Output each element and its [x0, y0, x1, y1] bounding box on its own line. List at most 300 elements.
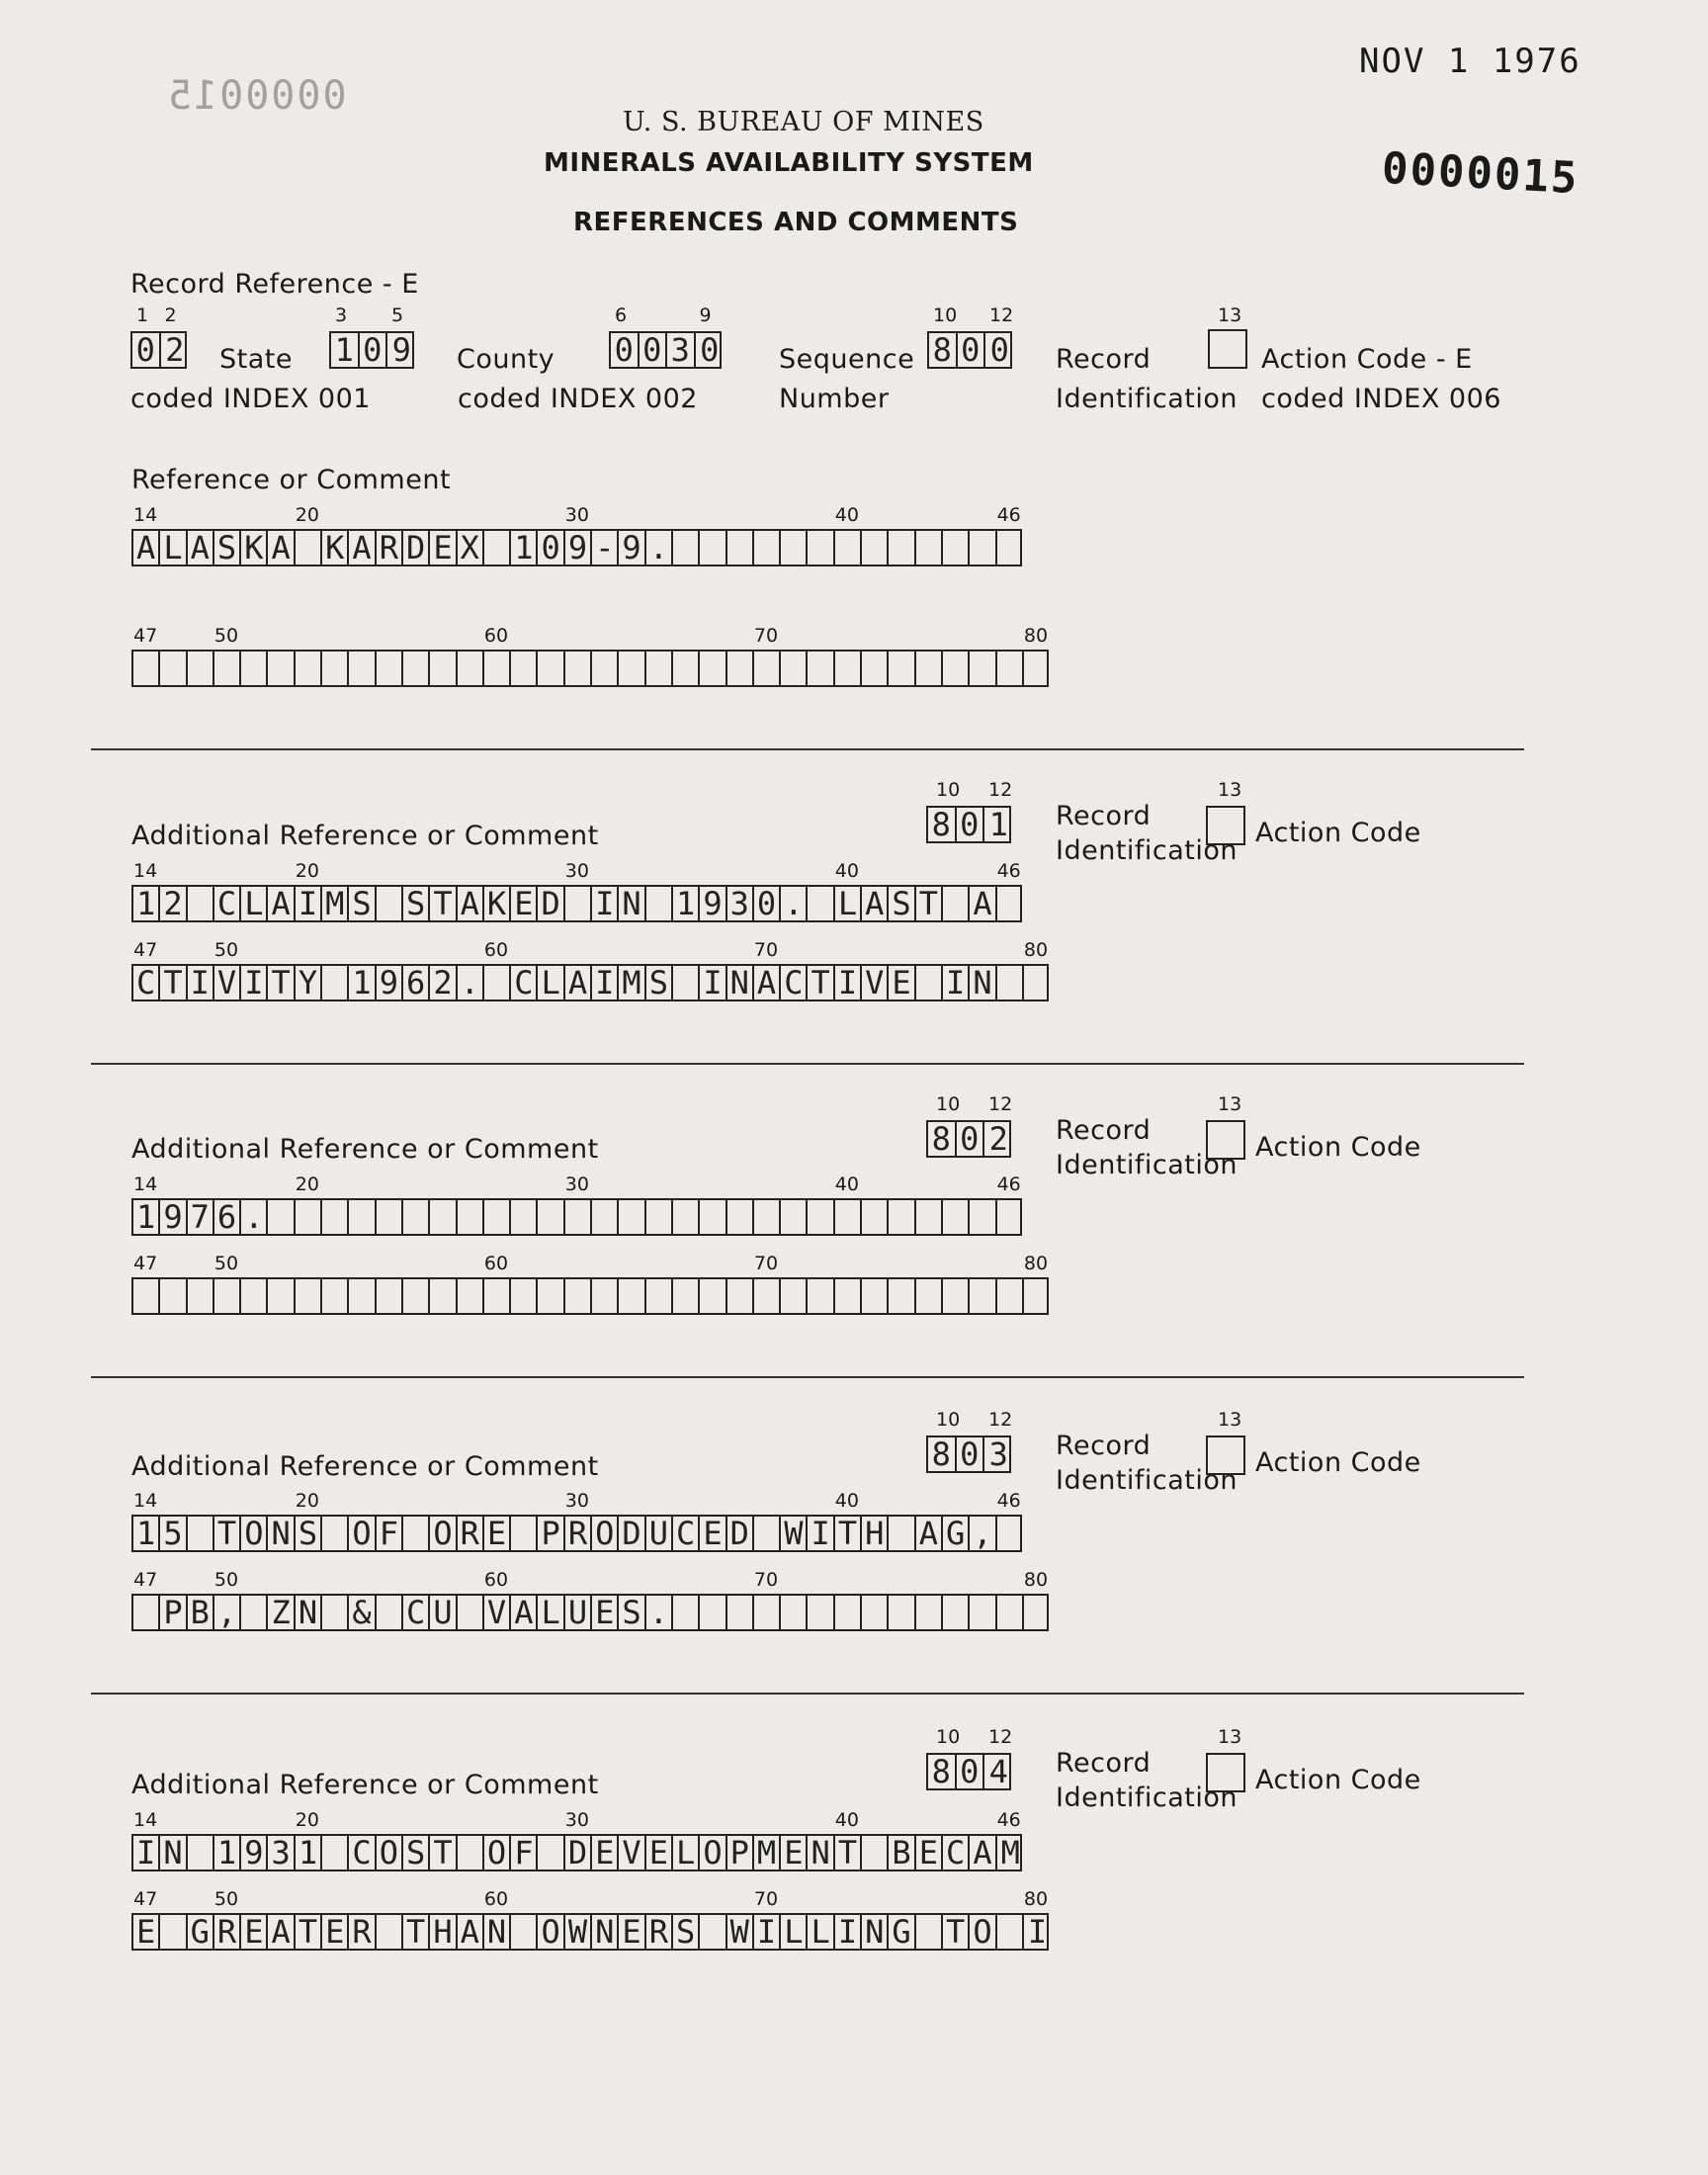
char-cell[interactable]: F — [511, 1836, 538, 1870]
char-cell[interactable]: 2 — [160, 887, 187, 920]
char-cell[interactable] — [997, 531, 1024, 565]
char-cell[interactable]: E — [484, 1517, 511, 1550]
char-cell[interactable] — [970, 1279, 996, 1313]
char-cell[interactable]: 1 — [331, 333, 360, 367]
char-cell[interactable] — [943, 652, 970, 685]
char-cell[interactable]: E — [700, 1517, 726, 1550]
char-cell[interactable] — [673, 1200, 700, 1234]
char-cell[interactable] — [458, 652, 484, 685]
char-cell[interactable]: C — [403, 1596, 430, 1629]
char-cell[interactable] — [484, 1279, 511, 1313]
char-cell[interactable] — [997, 1279, 1024, 1313]
char-cell[interactable] — [700, 531, 726, 565]
char-cell[interactable]: H — [862, 1517, 889, 1550]
char-cell[interactable]: 9 — [391, 331, 411, 369]
record-id-field[interactable] — [926, 1753, 1011, 1790]
char-cell[interactable]: I — [296, 887, 322, 920]
char-cell[interactable] — [458, 1279, 484, 1313]
char-cell[interactable] — [322, 1200, 349, 1234]
char-cell[interactable]: F — [377, 1517, 403, 1550]
char-cell[interactable] — [809, 531, 835, 565]
char-cell[interactable] — [943, 1200, 970, 1234]
char-cell[interactable] — [916, 1200, 943, 1234]
char-cell[interactable]: A — [188, 531, 214, 565]
char-cell[interactable] — [700, 1200, 726, 1234]
char-cell[interactable]: S — [889, 887, 915, 920]
char-cell[interactable]: M — [322, 887, 349, 920]
char-cell[interactable]: B — [188, 1596, 214, 1629]
comment-line-2[interactable] — [131, 964, 1049, 1001]
char-cell[interactable] — [727, 1596, 754, 1629]
char-cell[interactable] — [322, 1596, 349, 1629]
char-cell[interactable]: I — [835, 1915, 862, 1949]
char-cell[interactable]: E — [133, 1915, 160, 1949]
char-cell[interactable] — [322, 652, 349, 685]
char-cell[interactable]: . — [241, 1200, 268, 1234]
char-cell[interactable] — [700, 1596, 726, 1629]
comment-line-2[interactable] — [131, 1277, 1049, 1315]
char-cell[interactable] — [565, 1279, 592, 1313]
char-cell[interactable]: M — [754, 1836, 781, 1870]
char-cell[interactable] — [377, 1596, 403, 1629]
char-cell[interactable] — [673, 966, 700, 1000]
char-cell[interactable] — [754, 1596, 781, 1629]
char-cell[interactable]: 9 — [377, 966, 403, 1000]
char-cell[interactable]: T — [269, 966, 296, 1000]
char-cell[interactable]: N — [727, 966, 754, 1000]
char-cell[interactable] — [835, 1279, 862, 1313]
char-cell[interactable]: O — [241, 1517, 268, 1550]
comment-line-1[interactable] — [131, 885, 1022, 922]
char-cell[interactable] — [349, 652, 376, 685]
char-cell[interactable]: . — [781, 887, 808, 920]
char-cell[interactable] — [458, 1836, 484, 1870]
comment-line-1[interactable] — [131, 1198, 1022, 1236]
char-cell[interactable]: T — [835, 1836, 862, 1870]
char-cell[interactable]: A — [458, 887, 484, 920]
char-cell[interactable]: E — [889, 966, 915, 1000]
char-cell[interactable]: L — [241, 887, 268, 920]
char-cell[interactable]: R — [458, 1517, 484, 1550]
char-cell[interactable]: T — [916, 887, 943, 920]
char-cell[interactable] — [511, 1200, 538, 1234]
char-cell[interactable] — [377, 1279, 403, 1313]
char-cell[interactable] — [673, 652, 700, 685]
char-cell[interactable] — [296, 652, 322, 685]
char-cell[interactable]: L — [781, 1915, 808, 1949]
char-cell[interactable] — [539, 1200, 565, 1234]
char-cell[interactable]: A — [970, 887, 996, 920]
char-cell[interactable] — [160, 1279, 187, 1313]
char-cell[interactable]: K — [241, 531, 268, 565]
char-cell[interactable] — [377, 887, 403, 920]
char-cell[interactable]: I — [700, 966, 726, 1000]
char-cell[interactable] — [430, 1279, 457, 1313]
char-cell[interactable] — [322, 966, 349, 1000]
char-cell[interactable] — [727, 531, 754, 565]
char-cell[interactable]: R — [349, 1915, 376, 1949]
char-cell[interactable]: 1 — [511, 531, 538, 565]
char-cell[interactable] — [619, 1200, 645, 1234]
char-cell[interactable] — [430, 1200, 457, 1234]
char-cell[interactable]: S — [673, 1915, 700, 1949]
char-cell[interactable] — [916, 1596, 943, 1629]
char-cell[interactable] — [269, 1279, 296, 1313]
char-cell[interactable]: V — [619, 1836, 645, 1870]
char-cell[interactable]: A — [511, 1596, 538, 1629]
char-cell[interactable]: E — [511, 887, 538, 920]
char-cell[interactable] — [889, 1200, 915, 1234]
char-cell[interactable] — [835, 1596, 862, 1629]
action-code-checkbox[interactable] — [1206, 1120, 1245, 1160]
comment-line-2[interactable] — [131, 1913, 1049, 1951]
char-cell[interactable]: 3 — [727, 887, 754, 920]
char-cell[interactable] — [646, 1279, 673, 1313]
char-cell[interactable]: O — [970, 1915, 996, 1949]
char-cell[interactable] — [835, 1200, 862, 1234]
char-cell[interactable]: 3 — [667, 333, 696, 367]
char-cell[interactable]: Z — [269, 1596, 296, 1629]
char-cell[interactable] — [781, 1596, 808, 1629]
char-cell[interactable] — [133, 1279, 160, 1313]
char-cell[interactable]: 8 — [928, 1437, 957, 1471]
char-cell[interactable]: 8 — [929, 333, 958, 367]
char-cell[interactable] — [484, 1200, 511, 1234]
char-cell[interactable] — [1024, 1279, 1051, 1313]
action-code-checkbox[interactable] — [1206, 806, 1245, 845]
char-cell[interactable]: 2 — [430, 966, 457, 1000]
char-cell[interactable] — [809, 1596, 835, 1629]
char-cell[interactable]: S — [619, 1596, 645, 1629]
char-cell[interactable]: . — [458, 966, 484, 1000]
comment-line-1[interactable] — [131, 529, 1022, 566]
char-cell[interactable] — [916, 1915, 943, 1949]
char-cell[interactable]: R — [214, 1915, 241, 1949]
char-cell[interactable] — [997, 1596, 1024, 1629]
char-cell[interactable] — [862, 531, 889, 565]
char-cell[interactable] — [997, 1200, 1024, 1234]
char-cell[interactable]: N — [160, 1836, 187, 1870]
char-cell[interactable] — [781, 531, 808, 565]
char-cell[interactable] — [188, 652, 214, 685]
char-cell[interactable]: R — [377, 531, 403, 565]
char-cell[interactable]: O — [430, 1517, 457, 1550]
char-cell[interactable]: 9 — [241, 1836, 268, 1870]
char-cell[interactable]: R — [565, 1517, 592, 1550]
char-cell[interactable]: E — [619, 1915, 645, 1949]
char-cell[interactable] — [349, 1279, 376, 1313]
char-cell[interactable] — [889, 652, 915, 685]
char-cell[interactable] — [970, 1596, 996, 1629]
comment-line-1[interactable] — [131, 1834, 1022, 1871]
char-cell[interactable]: E — [916, 1836, 943, 1870]
char-cell[interactable] — [592, 1200, 619, 1234]
char-cell[interactable]: 2 — [165, 331, 185, 369]
char-cell[interactable]: 1 — [296, 1836, 322, 1870]
record-id-field[interactable] — [926, 1436, 1011, 1473]
char-cell[interactable]: T — [430, 1836, 457, 1870]
char-cell[interactable]: W — [565, 1915, 592, 1949]
char-cell[interactable]: S — [403, 887, 430, 920]
char-cell[interactable] — [781, 1279, 808, 1313]
char-cell[interactable] — [539, 1279, 565, 1313]
char-cell[interactable]: T — [835, 1517, 862, 1550]
char-cell[interactable] — [809, 652, 835, 685]
char-cell[interactable]: 0 — [957, 808, 985, 841]
char-cell[interactable] — [377, 1200, 403, 1234]
char-cell[interactable]: C — [781, 966, 808, 1000]
char-cell[interactable] — [916, 966, 943, 1000]
char-cell[interactable]: T — [943, 1915, 970, 1949]
char-cell[interactable]: I — [592, 966, 619, 1000]
char-cell[interactable] — [889, 1517, 915, 1550]
char-cell[interactable] — [403, 1200, 430, 1234]
char-cell[interactable] — [214, 652, 241, 685]
char-cell[interactable] — [133, 1596, 160, 1629]
char-cell[interactable] — [349, 1200, 376, 1234]
char-cell[interactable] — [673, 1596, 700, 1629]
char-cell[interactable]: P — [727, 1836, 754, 1870]
char-cell[interactable] — [781, 652, 808, 685]
char-cell[interactable] — [133, 652, 160, 685]
char-cell[interactable] — [809, 887, 835, 920]
char-cell[interactable] — [565, 887, 592, 920]
char-cell[interactable] — [997, 887, 1024, 920]
char-cell[interactable]: V — [862, 966, 889, 1000]
char-cell[interactable] — [727, 652, 754, 685]
char-cell[interactable] — [646, 887, 673, 920]
char-cell[interactable]: I — [754, 1915, 781, 1949]
char-cell[interactable]: L — [539, 966, 565, 1000]
char-cell[interactable] — [511, 1915, 538, 1949]
record-id-field[interactable] — [926, 1120, 1011, 1158]
char-cell[interactable] — [188, 1836, 214, 1870]
char-cell[interactable]: V — [214, 966, 241, 1000]
char-cell[interactable] — [188, 887, 214, 920]
char-cell[interactable]: I — [188, 966, 214, 1000]
char-cell[interactable] — [997, 1517, 1024, 1550]
char-cell[interactable]: W — [727, 1915, 754, 1949]
char-cell[interactable]: A — [970, 1836, 996, 1870]
char-cell[interactable]: T — [214, 1517, 241, 1550]
char-cell[interactable]: D — [619, 1517, 645, 1550]
char-cell[interactable]: L — [539, 1596, 565, 1629]
char-cell[interactable]: C — [511, 966, 538, 1000]
char-cell[interactable]: I — [835, 966, 862, 1000]
comment-line-1[interactable] — [131, 1515, 1022, 1552]
char-cell[interactable]: N — [269, 1517, 296, 1550]
char-cell[interactable]: 0 — [957, 1755, 985, 1788]
char-cell[interactable] — [484, 652, 511, 685]
char-cell[interactable]: - — [592, 531, 619, 565]
char-cell[interactable] — [565, 652, 592, 685]
char-cell[interactable] — [700, 652, 726, 685]
char-cell[interactable]: A — [269, 1915, 296, 1949]
char-cell[interactable] — [700, 1915, 726, 1949]
char-cell[interactable] — [565, 1200, 592, 1234]
char-cell[interactable]: A — [458, 1915, 484, 1949]
char-cell[interactable]: L — [160, 531, 187, 565]
char-cell[interactable] — [511, 652, 538, 685]
char-cell[interactable]: G — [889, 1915, 915, 1949]
char-cell[interactable]: Y — [296, 966, 322, 1000]
char-cell[interactable]: O — [539, 1915, 565, 1949]
char-cell[interactable] — [484, 531, 511, 565]
sequence-field[interactable] — [609, 331, 722, 369]
char-cell[interactable]: I — [241, 966, 268, 1000]
char-cell[interactable] — [943, 1279, 970, 1313]
char-cell[interactable] — [835, 652, 862, 685]
char-cell[interactable] — [484, 966, 511, 1000]
char-cell[interactable]: 1 — [214, 1836, 241, 1870]
comment-line-2[interactable] — [131, 1594, 1049, 1631]
char-cell[interactable]: 0 — [700, 331, 720, 369]
char-cell[interactable]: 7 — [188, 1200, 214, 1234]
char-cell[interactable]: & — [349, 1596, 376, 1629]
char-cell[interactable] — [916, 652, 943, 685]
char-cell[interactable]: G — [943, 1517, 970, 1550]
char-cell[interactable] — [943, 887, 970, 920]
char-cell[interactable] — [592, 652, 619, 685]
char-cell[interactable]: , — [970, 1517, 996, 1550]
char-cell[interactable] — [403, 652, 430, 685]
char-cell[interactable]: , — [214, 1596, 241, 1629]
char-cell[interactable]: 9 — [160, 1200, 187, 1234]
char-cell[interactable] — [214, 1279, 241, 1313]
char-cell[interactable]: I — [133, 1836, 160, 1870]
char-cell[interactable]: N — [809, 1836, 835, 1870]
char-cell[interactable]: W — [781, 1517, 808, 1550]
char-cell[interactable]: V — [484, 1596, 511, 1629]
char-cell[interactable]: 0 — [989, 331, 1009, 369]
char-cell[interactable]: E — [241, 1915, 268, 1949]
char-cell[interactable] — [539, 1836, 565, 1870]
char-cell[interactable] — [970, 531, 996, 565]
char-cell[interactable] — [646, 652, 673, 685]
char-cell[interactable]: I — [809, 1517, 835, 1550]
char-cell[interactable]: 1 — [133, 1517, 160, 1550]
char-cell[interactable]: P — [160, 1596, 187, 1629]
char-cell[interactable]: D — [727, 1517, 754, 1550]
char-cell[interactable] — [997, 652, 1024, 685]
char-cell[interactable] — [889, 1279, 915, 1313]
char-cell[interactable] — [322, 1279, 349, 1313]
char-cell[interactable]: D — [403, 531, 430, 565]
char-cell[interactable] — [754, 652, 781, 685]
char-cell[interactable] — [269, 1200, 296, 1234]
char-cell[interactable]: E — [322, 1915, 349, 1949]
char-cell[interactable]: 1 — [349, 966, 376, 1000]
char-cell[interactable]: 8 — [928, 1755, 957, 1788]
char-cell[interactable]: O — [349, 1517, 376, 1550]
char-cell[interactable]: . — [646, 531, 673, 565]
char-cell[interactable]: O — [377, 1836, 403, 1870]
char-cell[interactable] — [296, 1279, 322, 1313]
char-cell[interactable]: U — [646, 1517, 673, 1550]
char-cell[interactable] — [619, 1279, 645, 1313]
char-cell[interactable]: 1 — [133, 1200, 160, 1234]
char-cell[interactable]: 0 — [360, 333, 388, 367]
char-cell[interactable] — [511, 1517, 538, 1550]
char-cell[interactable] — [403, 1517, 430, 1550]
char-cell[interactable] — [862, 1836, 889, 1870]
char-cell[interactable] — [673, 1279, 700, 1313]
char-cell[interactable] — [970, 652, 996, 685]
char-cell[interactable]: L — [835, 887, 862, 920]
char-cell[interactable] — [1024, 966, 1051, 1000]
char-cell[interactable]: 0 — [957, 1437, 985, 1471]
char-cell[interactable]: M — [1000, 1834, 1020, 1871]
char-cell[interactable] — [997, 966, 1024, 1000]
char-cell[interactable]: A — [916, 1517, 943, 1550]
char-cell[interactable] — [430, 652, 457, 685]
char-cell[interactable]: A — [862, 887, 889, 920]
char-cell[interactable] — [1024, 1596, 1051, 1629]
char-cell[interactable]: 9 — [700, 887, 726, 920]
char-cell[interactable]: A — [754, 966, 781, 1000]
char-cell[interactable]: C — [133, 966, 160, 1000]
char-cell[interactable]: 6 — [214, 1200, 241, 1234]
char-cell[interactable] — [781, 1200, 808, 1234]
char-cell[interactable]: S — [296, 1517, 322, 1550]
char-cell[interactable]: L — [673, 1836, 700, 1870]
char-cell[interactable]: E — [592, 1596, 619, 1629]
char-cell[interactable]: N — [592, 1915, 619, 1949]
char-cell[interactable]: S — [349, 887, 376, 920]
char-cell[interactable] — [754, 1517, 781, 1550]
char-cell[interactable]: E — [646, 1836, 673, 1870]
char-cell[interactable] — [241, 1596, 268, 1629]
char-cell[interactable] — [188, 1279, 214, 1313]
county-field[interactable] — [329, 331, 414, 369]
char-cell[interactable] — [889, 531, 915, 565]
char-cell[interactable]: 0 — [958, 333, 986, 367]
char-cell[interactable] — [862, 1200, 889, 1234]
char-cell[interactable]: N — [970, 966, 996, 1000]
char-cell[interactable]: . — [646, 1596, 673, 1629]
char-cell[interactable] — [809, 1200, 835, 1234]
char-cell[interactable] — [241, 652, 268, 685]
char-cell[interactable]: 4 — [988, 1753, 1008, 1790]
char-cell[interactable]: E — [430, 531, 457, 565]
char-cell[interactable]: A — [269, 531, 296, 565]
char-cell[interactable] — [296, 1200, 322, 1234]
char-cell[interactable]: 3 — [988, 1436, 1008, 1473]
char-cell[interactable] — [997, 1915, 1024, 1949]
char-cell[interactable]: T — [809, 966, 835, 1000]
char-cell[interactable]: E — [592, 1836, 619, 1870]
char-cell[interactable] — [619, 652, 645, 685]
char-cell[interactable] — [322, 1836, 349, 1870]
char-cell[interactable]: 9 — [565, 531, 592, 565]
char-cell[interactable]: T — [296, 1915, 322, 1949]
char-cell[interactable] — [754, 1200, 781, 1234]
char-cell[interactable] — [160, 652, 187, 685]
char-cell[interactable]: 1 — [133, 887, 160, 920]
action-code-checkbox[interactable] — [1206, 1436, 1245, 1475]
char-cell[interactable] — [511, 1279, 538, 1313]
char-cell[interactable] — [970, 1200, 996, 1234]
char-cell[interactable]: D — [539, 887, 565, 920]
char-cell[interactable]: U — [430, 1596, 457, 1629]
char-cell[interactable]: E — [781, 1836, 808, 1870]
char-cell[interactable]: G — [188, 1915, 214, 1949]
char-cell[interactable]: I — [943, 966, 970, 1000]
char-cell[interactable] — [322, 1517, 349, 1550]
char-cell[interactable]: 0 — [611, 333, 640, 367]
char-cell[interactable] — [889, 1596, 915, 1629]
char-cell[interactable]: 0 — [957, 1122, 985, 1156]
